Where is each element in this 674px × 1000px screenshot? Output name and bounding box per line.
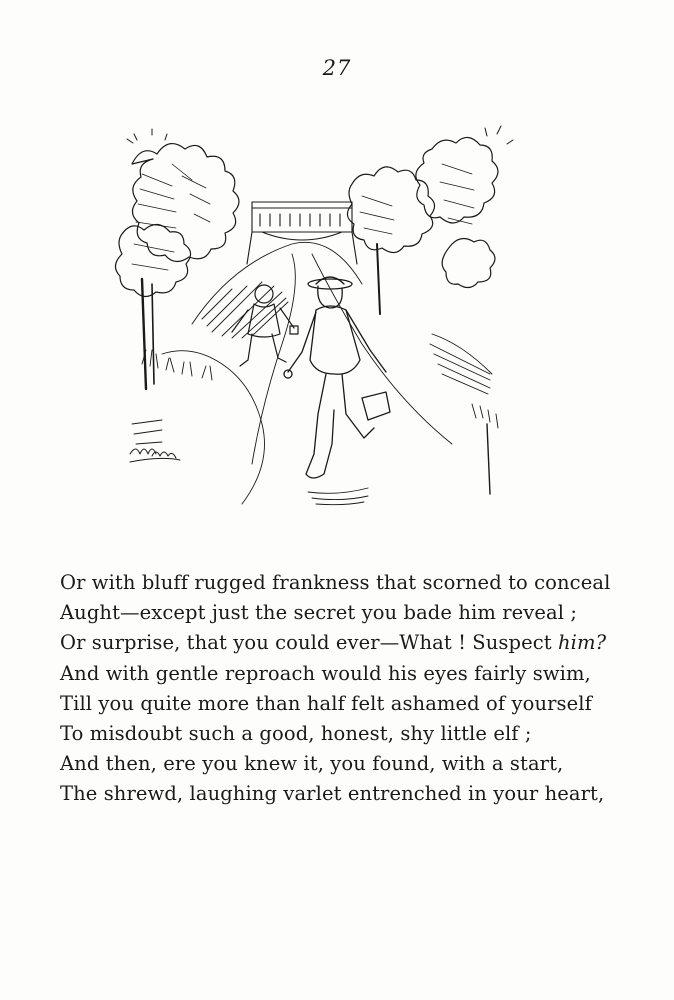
poem-line-6: To misdoubt such a good, honest, shy little elf ;: [60, 721, 532, 745]
right-trees: [347, 126, 513, 314]
artist-signature: [130, 449, 180, 462]
illustration-boys-running-on-path: [112, 104, 522, 534]
bridge: [247, 202, 357, 264]
poem-line-3-text: Or surprise, that you could ever—What ! Suspect: [60, 631, 559, 655]
left-trees: [115, 129, 239, 389]
page-number: 27: [322, 56, 352, 80]
poem-line-2: Aught—except just the secret you bade him reveal ;: [60, 601, 578, 625]
poem-line-7: And then, ere you knew it, you found, with a start,: [60, 752, 564, 776]
poem-line-3-italic: him?: [558, 631, 607, 655]
poem: [60, 568, 620, 810]
poem-line-3: [60, 628, 620, 658]
foreground-boy: [284, 277, 390, 505]
poem-line-1: Or with bluff rugged frankness that scorned to conceal: [60, 571, 611, 594]
poem-line-4: And with gentle reproach would his eyes fairly swim,: [60, 661, 591, 685]
poem-line-5: Till you quite more than half felt ashamed of yourself: [60, 691, 592, 715]
poem-line-8: The shrewd, laughing varlet entrenched in your heart,: [60, 782, 605, 806]
